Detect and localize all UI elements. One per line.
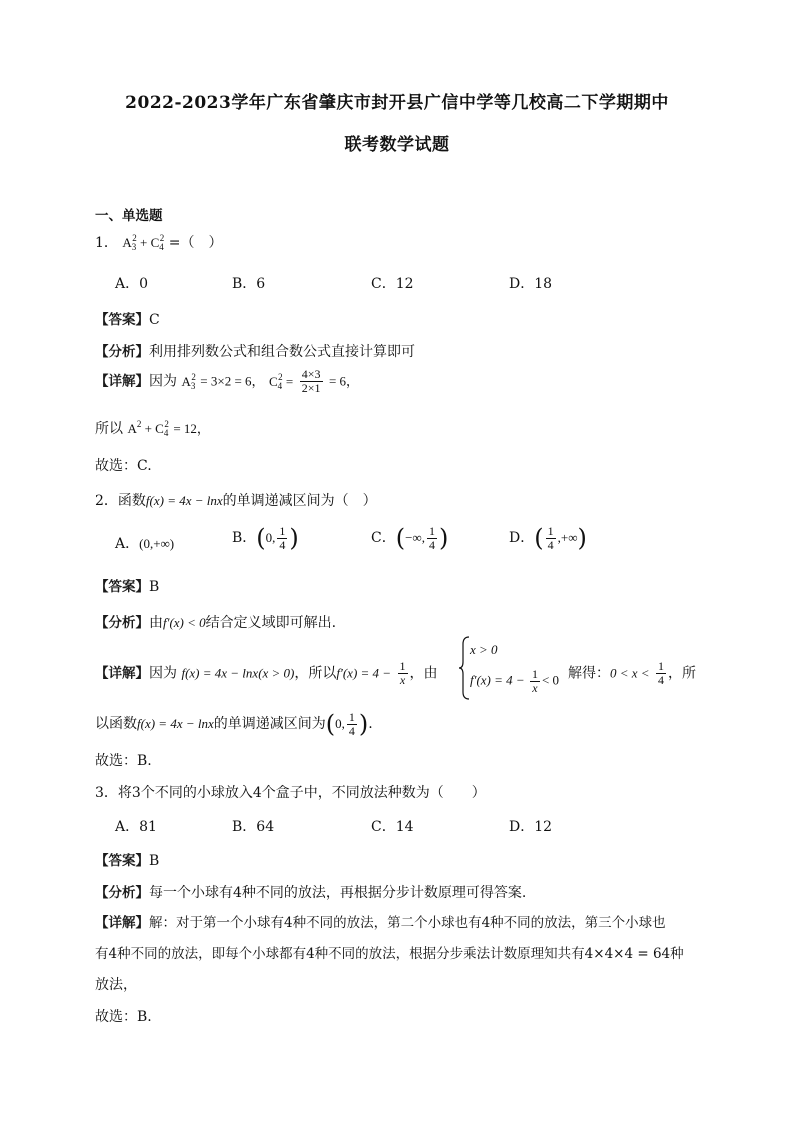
- q2-detail-inequality: 0 < x <: [610, 665, 650, 681]
- q2-ineq-frac-num: 1: [658, 659, 665, 673]
- q1-line2-pre: 所以: [95, 421, 123, 437]
- q2-answer-row: [95, 575, 159, 595]
- q1-detail-tail: = 6，: [328, 373, 360, 389]
- q2-option-a-value: (0,+∞): [139, 536, 175, 551]
- q1-frac-den: 2×1: [301, 381, 321, 395]
- q2-deriv-frac-num: 1: [399, 659, 406, 673]
- section-heading: 一、单选题: [95, 208, 163, 224]
- q3-analysis-row: [95, 881, 526, 902]
- q2-option-a: [115, 533, 174, 553]
- q3-detail-row: [95, 911, 666, 931]
- q1-analysis: 利用排列数公式和组合数公式直接计算即可: [149, 344, 415, 360]
- q2-ineq-frac-den: 4: [658, 673, 665, 687]
- document-title-line1: 2022-2023学年广东省肇庆市封开县广信中学等几校高二下学期期中: [125, 93, 669, 113]
- q2-line2-function: f(x) = 4x − lnx: [137, 716, 214, 731]
- q2-answer: B: [149, 579, 160, 595]
- q1-answer-row: [95, 308, 160, 328]
- q2-detail-so: ，所: [668, 665, 697, 682]
- q3-option-b: B．64: [232, 819, 275, 835]
- q2-sys-frac-den: x: [532, 681, 538, 695]
- q2-detail-derivative: f′(x) = 4 −: [336, 665, 392, 681]
- q2-c-frac-den: 4: [428, 537, 435, 552]
- q2-option-d-label: D．: [509, 530, 535, 546]
- q2-detail-pre: 因为: [149, 665, 177, 682]
- q2-d-frac-den: 4: [547, 537, 554, 552]
- q2-detail-solve-label: 解得：: [568, 665, 610, 682]
- q2-option-b-pre: 0,: [265, 530, 276, 545]
- q1-option-c: C．12: [371, 276, 414, 292]
- analysis-tag: 【分析】: [95, 885, 149, 901]
- answer-tag: 【答案】: [95, 853, 149, 869]
- q1-frac-num: 4×3: [301, 367, 321, 381]
- q3-analysis: 每一个小球有4种不同的放法，再根据分步计数原理可得答案.: [149, 885, 527, 901]
- q2-system-line2-expr: f′(x) = 4 −: [470, 672, 525, 688]
- q2-option-d: D．( $\frac{1}{4}$ ,+∞): [509, 523, 587, 552]
- q3-option-c: C．14: [371, 819, 414, 835]
- q2-stem-tail: 的单调递减区间为（ ）: [222, 493, 377, 509]
- answer-tag: 【答案】: [95, 312, 149, 328]
- q2-number: 2．函数: [95, 493, 146, 509]
- q1-number: 1．: [95, 235, 118, 251]
- q2-conclusion: 故选：B.: [95, 753, 152, 769]
- q1-option-a: A．0: [115, 276, 149, 292]
- q2-option-b: B．(0, $\frac{1}{4}$ ): [232, 523, 299, 552]
- q1-option-b: B．6: [232, 276, 266, 292]
- q2-line2-frac-den: 4: [348, 723, 355, 738]
- q1-line2-tail: = 12，: [173, 421, 210, 436]
- q2-b-frac-num: 1: [279, 523, 286, 538]
- q2-line2-end: .: [368, 716, 373, 732]
- q2-detail-row: [95, 660, 438, 687]
- q2-option-d-post: ,+∞: [557, 530, 578, 545]
- analysis-tag: 【分析】: [95, 344, 149, 360]
- q2-function: f(x) = 4x − lnx: [145, 493, 223, 508]
- q1-option-d: D．18: [509, 276, 553, 292]
- answer-tag: 【答案】: [95, 579, 149, 595]
- q2-stem: [95, 490, 377, 510]
- q2-line2-pre: 以函数: [95, 716, 137, 732]
- q3-detail-line3: 放法，: [95, 977, 137, 993]
- q2-system-line2: [470, 668, 559, 695]
- q1-stem: 1． $A_3^2 + C_4^2$ =（ ）: [95, 233, 223, 252]
- q3-answer-row: [95, 849, 159, 869]
- q2-option-c-pre: −∞,: [405, 530, 425, 545]
- q2-sys-frac-num: 1: [531, 667, 538, 681]
- q2-d-frac-num: 1: [547, 523, 554, 538]
- q3-option-a: A．81: [115, 819, 157, 835]
- q2-detail-function: f(x) = 4x − lnx(x > 0): [181, 665, 295, 681]
- q1-stem-tail: =（ ）: [168, 235, 223, 251]
- q1-detail-fraction: [300, 368, 323, 395]
- q3-stem: 3．将3个不同的小球放入4个盒子中，不同放法种数为（ ）: [95, 785, 486, 801]
- q2-option-c: C．(−∞, $\frac{1}{4}$ ): [371, 523, 449, 552]
- analysis-tag: 【分析】: [95, 615, 149, 631]
- q2-analysis-expr: f′(x) < 0: [163, 615, 206, 630]
- detail-tag: 【详解】: [95, 915, 149, 931]
- q2-option-c-label: C．: [371, 530, 396, 546]
- q3-detail-line2: 有4种不同的放法，即每个小球都有4种不同的放法，根据分步乘法计数原理知共有4×4×4 = 64种: [95, 946, 684, 962]
- q2-detail-from: ，由: [409, 665, 438, 682]
- detail-tag: 【详解】: [95, 373, 149, 390]
- q3-answer: B: [149, 853, 160, 869]
- q1-detail-pre: 因为: [149, 373, 177, 390]
- q1-detail-line2: 所以 $A^2 + C_4^2 = 12$，: [95, 419, 210, 438]
- q2-line2-mid: 的单调递减区间为: [213, 716, 326, 732]
- q3-conclusion: 故选：B.: [95, 1009, 152, 1025]
- q1-detail-calc1: = 3×2 = 6，: [200, 373, 265, 389]
- q2-system-line1: x > 0: [470, 642, 498, 657]
- q2-option-a-label: A．: [115, 536, 140, 552]
- document-title-line2: 联考数学试题: [344, 135, 450, 155]
- q1-detail-row: 【详解】因为 $A_3^2 = 3\times 2 = 6$， $C_4^2$ = $\frac{4\times 3}{2\times 1}$ = 6，: [95, 367, 360, 395]
- q2-analysis-tail: 结合定义域即可解出.: [205, 615, 337, 631]
- q2-analysis-pre: 由: [149, 615, 163, 631]
- q2-system-line2-tail: < 0: [541, 672, 560, 688]
- q2-b-frac-den: 4: [279, 537, 286, 552]
- q2-option-b-label: B．: [232, 530, 257, 546]
- q2-line2-frac-num: 1: [348, 709, 355, 724]
- q2-c-frac-num: 1: [428, 523, 435, 538]
- q2-detail-mid: ，所以: [294, 665, 337, 682]
- q1-answer: C: [149, 312, 160, 328]
- q2-detail-line2: 以函数f(x) = 4x − lnx的单调递减区间为(0, $\frac{1}{4}$ ).: [95, 709, 373, 738]
- q3-option-d: D．12: [509, 819, 553, 835]
- q2-detail-solve: [568, 660, 696, 687]
- q3-detail-line1: 解：对于第一个小球有4种不同的放法，第二个小球也有4种不同的放法，第三个小球也: [149, 915, 666, 931]
- detail-tag: 【详解】: [95, 665, 149, 682]
- q1-analysis-row: [95, 340, 415, 361]
- q2-analysis-row: [95, 611, 336, 632]
- q1-conclusion: 故选：C.: [95, 458, 152, 474]
- q2-deriv-frac-den: x: [399, 673, 406, 687]
